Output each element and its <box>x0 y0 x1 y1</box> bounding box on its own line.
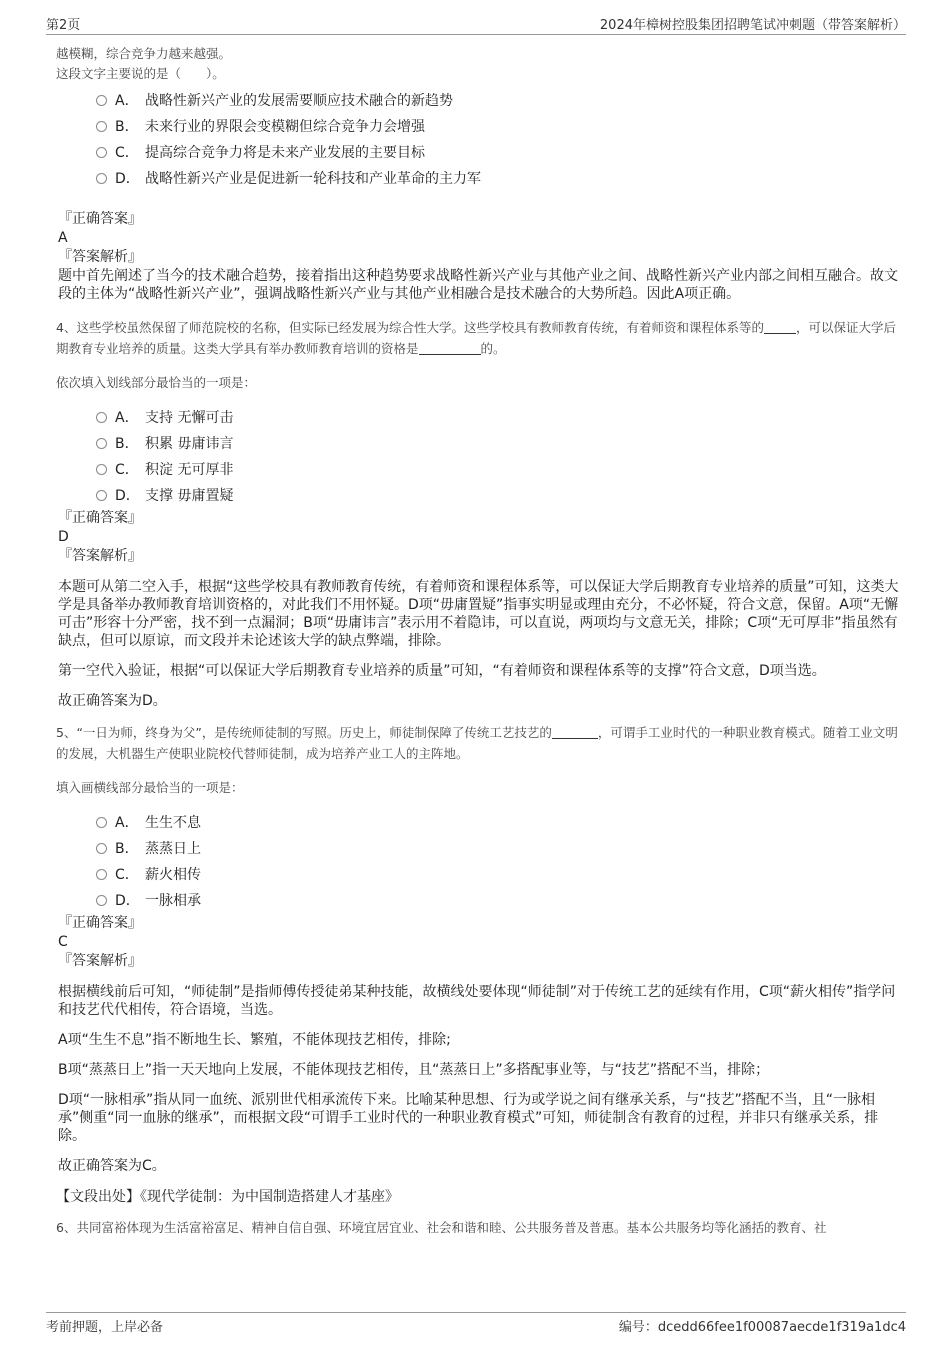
q3-option-c[interactable]: C． 提高综合竞争力将是未来产业发展的主要目标 <box>96 140 902 166</box>
q4-option-a[interactable]: A． 支持 无懈可击 <box>96 405 902 431</box>
q3-answer: A <box>58 230 68 246</box>
q5-analysis-p1: 根据横线前后可知，“师徒制”是指师傅传授徒弟某种技能，故横线处要体现“师徒制”对于传统工艺的延续有作用，C项“薪火相传”指学问和技艺代代相传，符合语境，当选。 <box>58 984 896 1018</box>
q5-answer: C <box>58 934 68 950</box>
radio-icon[interactable] <box>96 121 107 132</box>
q4-prompt: 依次填入划线部分最恰当的一项是： <box>56 375 257 390</box>
radio-icon[interactable] <box>96 490 107 501</box>
document-code: 编号：dcedd66fee1f00087aecde1f319a1dc4 <box>618 1320 906 1335</box>
q5-source: 【文段出处】《现代学徒制：为中国制造搭建人才基座》 <box>56 1189 399 1205</box>
q3-answer-title: 『正确答案』 <box>58 211 142 227</box>
q4-answer: D <box>58 529 69 545</box>
q4-analysis-title: 『答案解析』 <box>58 548 142 564</box>
q5-option-b[interactable]: B． 蒸蒸日上 <box>96 836 902 862</box>
radio-icon[interactable] <box>96 817 107 828</box>
q5-analysis-p2: A项“生生不息”指不断地生长、繁殖，不能体现技艺相传，排除; <box>58 1032 451 1048</box>
page-number: 第2页 <box>46 18 81 33</box>
document-title: 2024年樟树控股集团招聘笔试冲刺题（带答案解析） <box>599 18 906 33</box>
q5-options <box>96 810 902 914</box>
q4-options <box>96 405 902 509</box>
blank-line <box>552 724 598 739</box>
q4-analysis-p2: 第一空代入验证，根据“可以保证大学后期教育专业培养的质量”可知，“有着师资和课程体系等的支撑”符合文意，D项当选。 <box>58 663 826 679</box>
q3-analysis-title: 『答案解析』 <box>58 249 142 265</box>
radio-icon[interactable] <box>96 843 107 854</box>
q4-option-b[interactable]: B． 积累 毋庸讳言 <box>96 431 902 457</box>
q4-text: 4、这些学校虽然保留了师范院校的名称，但实际已经发展为综合性大学。这些学校具有教师教育传统，有着师资和课程体系等的 ，可以保证大学后期教育专业培养的质量。这类大学具有举办教师教育培训的资格是 的。 <box>56 320 896 356</box>
radio-icon[interactable] <box>96 464 107 475</box>
radio-icon[interactable] <box>96 869 107 880</box>
q5-analysis-p3: B项“蒸蒸日上”指一天天地向上发展，不能体现技艺相传，且“蒸蒸日上”多搭配事业等，与“技艺”搭配不当，排除； <box>58 1062 770 1078</box>
q3-option-d[interactable]: D． 战略性新兴产业是促进新一轮科技和产业革命的主力军 <box>96 166 902 192</box>
q3-prompt: 这段文字主要说的是（ ）。 <box>56 66 225 81</box>
q5-option-c[interactable]: C． 薪火相传 <box>96 862 902 888</box>
q3-options <box>96 88 902 192</box>
radio-icon[interactable] <box>96 173 107 184</box>
q4-option-c[interactable]: C． 积淀 无可厚非 <box>96 457 902 483</box>
q3-analysis: 题中首先阐述了当今的技术融合趋势，接着指出这种趋势要求战略性新兴产业与其他产业之间、战略性新兴产业内部之间相互融合。故文段的主体为“战略性新兴产业”，强调战略性新兴产业与其他产业相融合是技术融合的大势所趋。因此A项正确。 <box>58 268 898 302</box>
q3-option-b[interactable]: B． 未来行业的界限会变模糊但综合竞争力会增强 <box>96 114 902 140</box>
q5-text: 5、“一日为师，终身为父”，是传统师徒制的写照。历史上，师徒制保障了传统工艺技艺的 ，可谓手工业时代的一种职业教育模式。随着工业文明的发展，大机器生产使职业院校代替师徒制，成为培养产业工人的主阵地。 <box>56 725 898 761</box>
q4-answer-title: 『正确答案』 <box>58 510 142 526</box>
radio-icon[interactable] <box>96 412 107 423</box>
blank-line <box>419 340 481 355</box>
radio-icon[interactable] <box>96 95 107 106</box>
page-footer <box>46 1312 906 1337</box>
q5-prompt: 填入画横线部分最恰当的一项是： <box>56 780 244 795</box>
q4-analysis-p1: 本题可从第二空入手，根据“这些学校具有教师教育传统，有着师资和课程体系等，可以保证大学后期教育专业培养的质量”可知，这类大学是具备举办教师教育培训资格的，对此我们不用怀疑。D项“毋庸置疑”指事实明显或理由充分，不必怀疑，符合文意，保留。A项“无懈可击”形容十分严密，找不到一点漏洞；B项“毋庸讳言”表示用不着隐讳，可以直说，两项均与文意无关，排除；C项“无可厚非”指虽然有缺点，但可以原谅，而文段并未论述该大学的缺点弊端，排除。 <box>58 579 899 649</box>
q4-option-d[interactable]: D． 支撑 毋庸置疑 <box>96 483 902 509</box>
q5-analysis-p5: 故正确答案为C。 <box>58 1158 166 1174</box>
blank-line <box>764 319 796 334</box>
q5-option-d[interactable]: D． 一脉相承 <box>96 888 902 914</box>
q3-continuation: 越模糊，综合竞争力越来越强。 <box>56 46 232 61</box>
page-header <box>46 12 906 35</box>
radio-icon[interactable] <box>96 147 107 158</box>
q4-analysis-p3: 故正确答案为D。 <box>58 693 167 709</box>
q5-option-a[interactable]: A． 生生不息 <box>96 810 902 836</box>
q6-text: 6、共同富裕体现为生活富裕富足、精神自信自强、环境宜居宜业、社会和谐和睦、公共服务普及普惠。基本公共服务均等化涵括的教育、社 <box>56 1220 827 1235</box>
q3-option-a[interactable]: A． 战略性新兴产业的发展需要顺应技术融合的新趋势 <box>96 88 902 114</box>
page-content <box>56 44 902 1238</box>
footer-slogan: 考前押题，上岸必备 <box>46 1320 164 1335</box>
radio-icon[interactable] <box>96 895 107 906</box>
q5-answer-title: 『正确答案』 <box>58 915 142 931</box>
radio-icon[interactable] <box>96 438 107 449</box>
q5-analysis-p4: D项“一脉相承”指从同一血统、派别世代相承流传下来。比喻某种思想、行为或学说之间有继承关系，与“技艺”搭配不当，且“一脉相承”侧重“同一血脉的继承”，而根据文段“可谓手工业时代的一种职业教育模式”可知，师徒制含有教育的过程，并非只有继承关系，排除。 <box>58 1092 879 1144</box>
q5-analysis-title: 『答案解析』 <box>58 953 142 969</box>
